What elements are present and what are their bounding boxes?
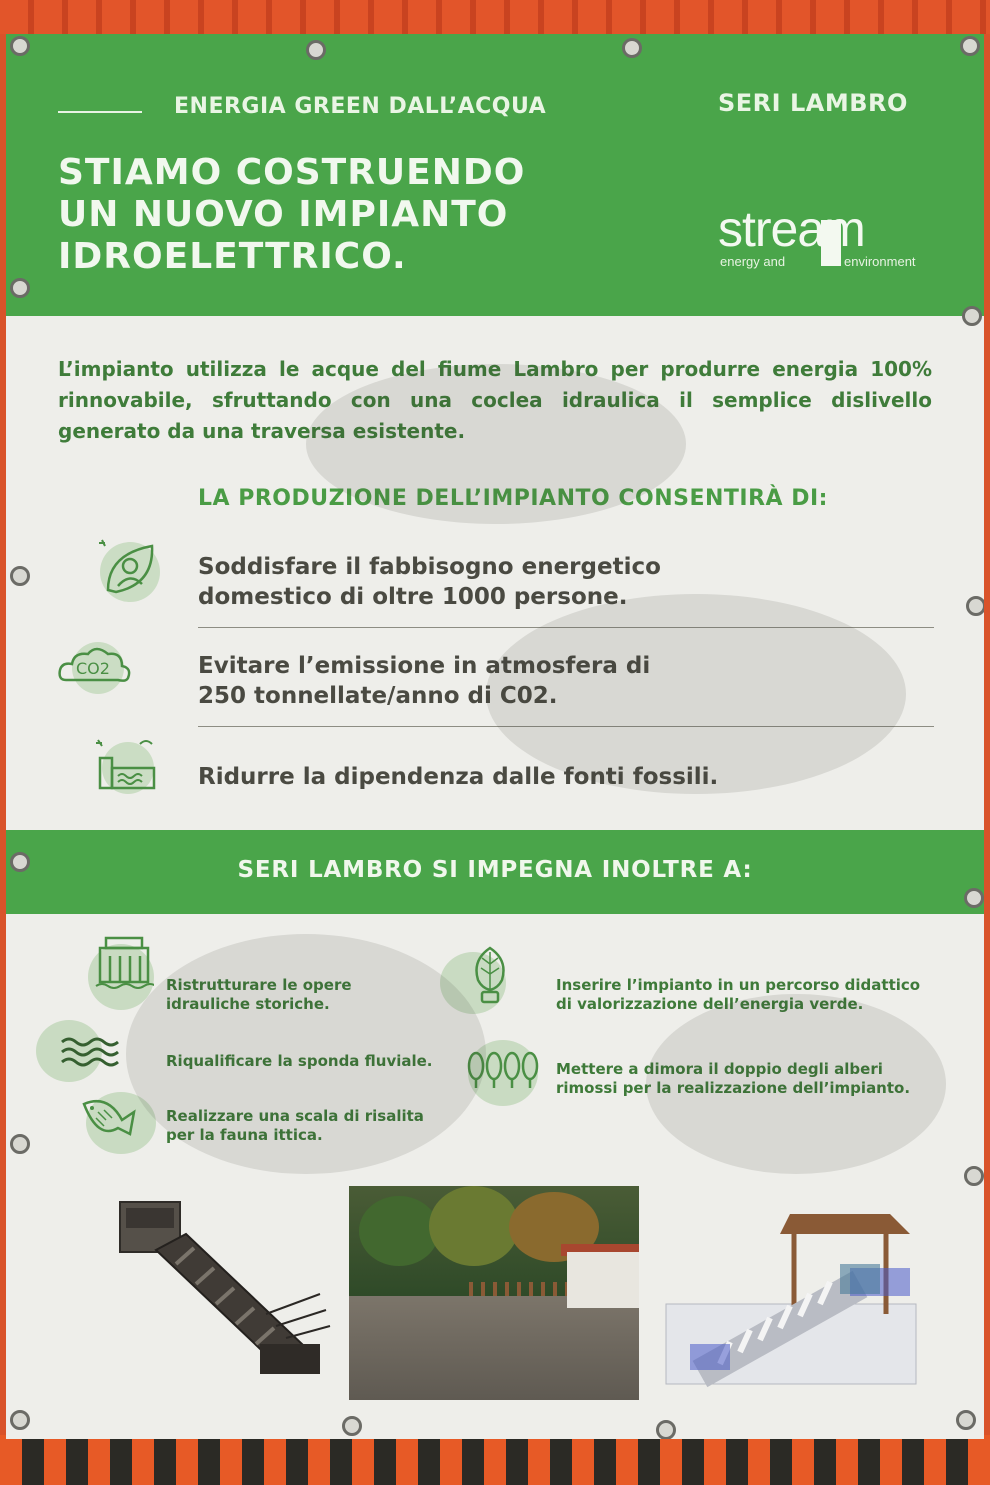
- construction-banner: [6, 34, 984, 1439]
- headline-line: UN NUOVO IMPIANTO: [58, 194, 509, 235]
- commitments-band: [6, 830, 984, 914]
- photo-house: [567, 1252, 639, 1308]
- orange-fence-top: [0, 0, 990, 34]
- commitment-line: Mettere a dimora il doppio degli alberi: [556, 1060, 883, 1078]
- commitment-line: Realizzare una scala di risalita: [166, 1107, 424, 1125]
- benefit-line: Evitare l’emissione in atmosfera di: [198, 653, 651, 679]
- grommet: [966, 596, 984, 616]
- commitment-line: per la fauna ittica.: [166, 1126, 323, 1144]
- co2-cloud-icon: [56, 640, 136, 696]
- plant-diagram: [660, 1194, 930, 1394]
- person-leaf-icon: [94, 534, 164, 604]
- grommet: [960, 36, 980, 56]
- commitment-line: idrauliche storiche.: [166, 995, 330, 1013]
- grommet: [10, 278, 30, 298]
- benefit-line: Ridurre la dipendenza dalle fonti fossili.: [198, 764, 719, 790]
- header-kicker: ENERGIA GREEN DALL’ACQUA: [174, 94, 547, 119]
- commitment-line: rimossi per la realizzazione dell’impianto.: [556, 1079, 911, 1097]
- headline: [58, 152, 525, 278]
- grommet: [10, 566, 30, 586]
- co2-label: CO2: [76, 659, 110, 678]
- leaf-shadow: [486, 594, 906, 794]
- orange-fence-bottom: [0, 1435, 990, 1485]
- commitment-line: di valorizzazione dell’energia verde.: [556, 995, 864, 1013]
- production-subhead: LA PRODUZIONE DELL’IMPIANTO CONSENTIRÀ DI:: [198, 486, 828, 511]
- intro-text: L’impianto utilizza le acque del fiume Lambro per produrre energia 100% rinnovabile, sfruttando con una coclea idraulica il semplice dislivello generato da una traversa esistente.: [58, 357, 932, 443]
- commitments-title: SERI LAMBRO SI IMPEGNA INOLTRE A:: [237, 857, 753, 883]
- grommet: [306, 40, 326, 60]
- grommet: [10, 1134, 30, 1154]
- photo-fence: [469, 1282, 579, 1296]
- stream-logo: stream: [718, 201, 865, 257]
- historic-building-icon: [94, 934, 154, 990]
- grommet: [10, 36, 30, 56]
- benefit-line: domestico di oltre 1000 persone.: [198, 584, 628, 610]
- commitment-line: Ristrutturare le opere: [166, 976, 352, 994]
- benefit-line: 250 tonnellate/anno di C02.: [198, 683, 558, 709]
- grommet: [622, 38, 642, 58]
- headline-line: STIAMO COSTRUENDO: [58, 152, 526, 193]
- grommet: [342, 1416, 362, 1436]
- grommet: [10, 852, 30, 872]
- banner-header: [6, 34, 984, 316]
- benefit-line: Soddisfare il fabbisogno energetico: [198, 554, 661, 580]
- grommet: [964, 1166, 984, 1186]
- fish-icon: [78, 1090, 138, 1150]
- leaf-shadow: [646, 994, 946, 1174]
- screw-turbine-render: [106, 1194, 336, 1394]
- headline-line: IDROELETTRICO.: [58, 236, 407, 277]
- site-photo: [349, 1186, 639, 1400]
- leaf-bulb-icon: [468, 944, 512, 1006]
- photo-tree: [359, 1196, 439, 1266]
- photo-tree: [429, 1186, 519, 1266]
- brand-name: SERI LAMBRO: [718, 89, 908, 117]
- benefit-item: [198, 552, 661, 612]
- grommet: [656, 1420, 676, 1439]
- commitment-line: Inserire l’impianto in un percorso didattico: [556, 976, 921, 994]
- header-rule: [58, 111, 142, 113]
- commitment-line: Riqualificare la sponda fluviale.: [166, 1052, 433, 1070]
- stream-logo-subtitle: environment: [844, 254, 916, 269]
- grommet: [964, 888, 984, 908]
- grommet: [962, 306, 982, 326]
- grommet: [10, 1410, 30, 1430]
- photo-ground: [349, 1296, 639, 1400]
- factory-water-icon: [94, 734, 164, 794]
- waves-icon: [60, 1034, 120, 1070]
- leaf-shadow: [306, 364, 686, 524]
- grommet: [956, 1410, 976, 1430]
- stream-logo-subtitle: energy and: [720, 254, 786, 269]
- leaf-shadow: [126, 934, 486, 1174]
